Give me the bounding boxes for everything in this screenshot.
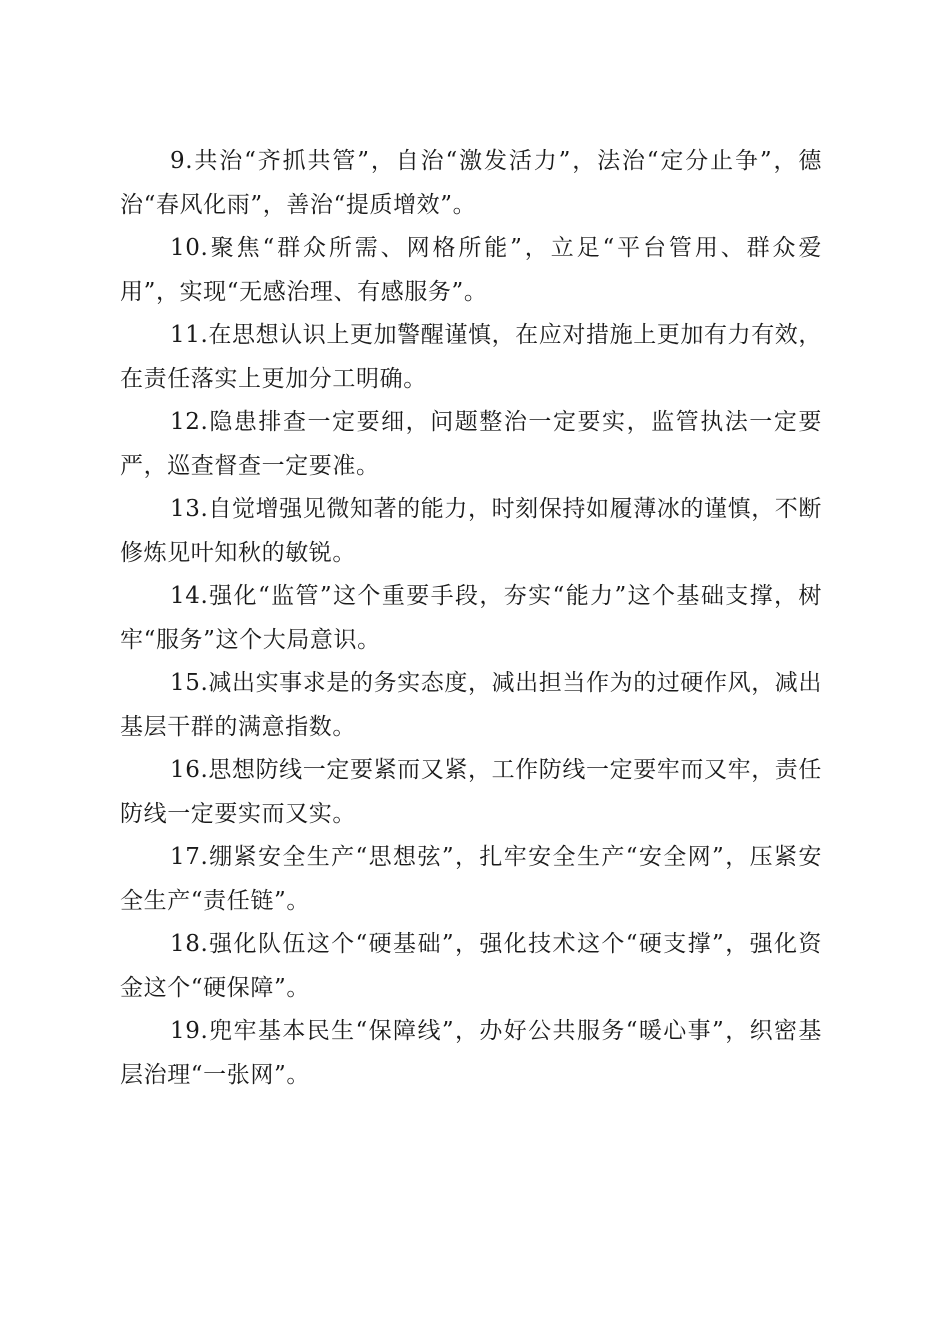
document-page bbox=[120, 140, 822, 1097]
paragraph-14: 14.强化“监管”这个重要手段，夯实“能力”这个基础支撑，树牢“服务”这个大局意识。 bbox=[120, 583, 822, 653]
paragraph-12: 12.隐患排查一定要细，问题整治一定要实，监管执法一定要严，巡查督查一定要准。 bbox=[120, 409, 822, 479]
paragraph-19: 19.兜牢基本民生“保障线”，办好公共服务“暖心事”，织密基层治理“一张网”。 bbox=[120, 1018, 822, 1088]
paragraph-15: 15.减出实事求是的务实态度，减出担当作为的过硬作风，减出基层干群的满意指数。 bbox=[120, 670, 822, 740]
paragraph-9: 9.共治“齐抓共管”，自治“激发活力”，法治“定分止争”，德治“春风化雨”，善治“提质增效”。 bbox=[120, 148, 822, 218]
paragraph-18: 18.强化队伍这个“硬基础”，强化技术这个“硬支撑”，强化资金这个“硬保障”。 bbox=[120, 931, 822, 1001]
paragraph-16: 16.思想防线一定要紧而又紧，工作防线一定要牢而又牢，责任防线一定要实而又实。 bbox=[120, 757, 822, 827]
paragraph-11: 11.在思想认识上更加警醒谨慎，在应对措施上更加有力有效，在责任落实上更加分工明确。 bbox=[120, 322, 822, 392]
paragraph-10: 10.聚焦“群众所需、网格所能”，立足“平台管用、群众爱用”，实现“无感治理、有感服务”。 bbox=[120, 235, 822, 305]
paragraph-13: 13.自觉增强见微知著的能力，时刻保持如履薄冰的谨慎，不断修炼见叶知秋的敏锐。 bbox=[120, 496, 822, 566]
paragraph-17: 17.绷紧安全生产“思想弦”，扎牢安全生产“安全网”，压紧安全生产“责任链”。 bbox=[120, 844, 822, 914]
